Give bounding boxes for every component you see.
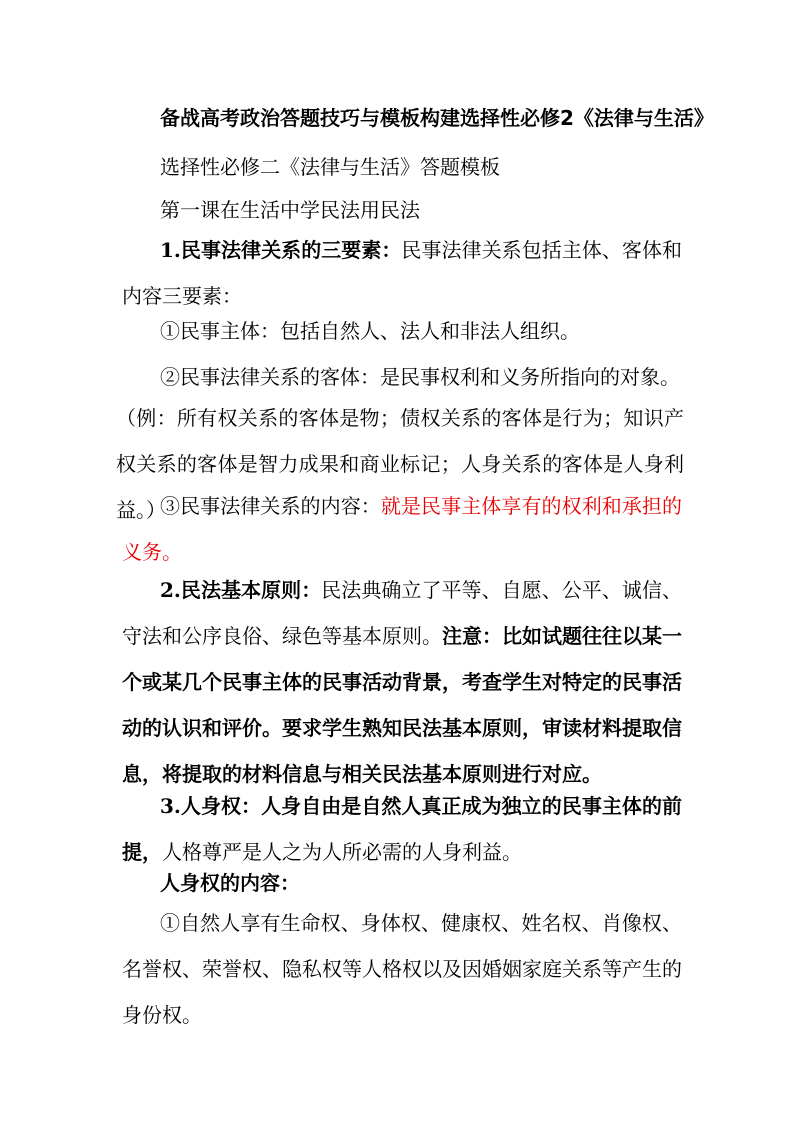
paragraph-1 xyxy=(122,227,682,319)
paragraph-2 xyxy=(122,567,682,797)
paragraph-1-item-2: ②民事法律关系的客体：是民事权利和义务所指向的对象。 xyxy=(160,365,680,389)
paragraph-1-lead: 1.民事法律关系的三要素： xyxy=(160,238,402,262)
paragraph-3-item-1: ①自然人享有生命权、身体权、健康权、姓名权、肖像权、名誉权、荣誉权、隐私权等人格权以及因婚姻家庭关系等产生的身份权。 xyxy=(122,911,682,1027)
lesson-title: 第一课在生活中学民法用民法 xyxy=(160,198,420,222)
paragraph-2-note: 注意：比如试题往往以某一个或某几个民事主体的民事活动背景，考查学生对特定的民事活动的认识和评价。要求学生熟知民法基本原则，审读材料提取信息，将提取的材料信息与相关民法基本原则进行对应。 xyxy=(122,624,682,786)
item-3-red-text: 就是民事主体享有的权利和承担的义务。 xyxy=(122,494,683,564)
paragraph-2-lead: 2.民法基本原则： xyxy=(160,578,322,602)
paragraph-3-heading-text: 人身权的内容： xyxy=(160,871,300,895)
paragraph-3-body: 人格尊严是人之为人所必需的人身利益。 xyxy=(162,840,522,864)
document-title: 备战高考政治答题技巧与模板构建选择性必修2《法律与生活》 xyxy=(160,106,714,130)
paragraph-3-bold: 人身自由是自然人真正成为独立的民事主体的前提， xyxy=(122,794,682,864)
item-3-lead: ③民事法律关系的内容： xyxy=(160,494,381,518)
paragraph-1-item-3 xyxy=(122,483,682,575)
paragraph-1-example: （例：所有权关系的客体是物；债权关系的客体是行为；知识产权关系的客体是智力成果和商业标记；人身关系的客体是人身利益。） xyxy=(116,406,684,522)
paragraph-1-item-1: ①民事主体：包括自然人、法人和非法人组织。 xyxy=(160,319,580,343)
paragraph-3-lead: 3.人身权： xyxy=(160,794,262,818)
paragraph-1-body: 民事法律关系包括主体、客体和内容三要素： xyxy=(122,238,682,308)
subtitle: 选择性必修二《法律与生活》答题模板 xyxy=(160,155,500,179)
paragraph-2-body: 民法典确立了平等、自愿、公平、诚信、守法和公序良俗、绿色等基本原则。 xyxy=(122,578,682,648)
